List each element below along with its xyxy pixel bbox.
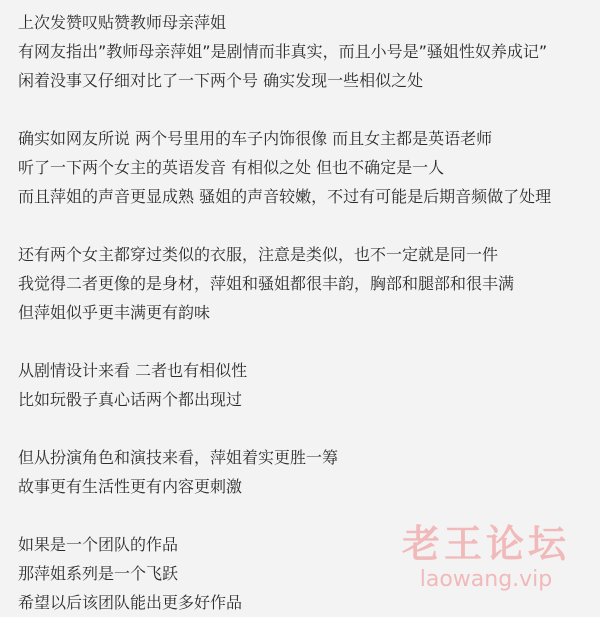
post-line: 比如玩骰子真心话两个都出现过 [18, 390, 243, 409]
post-body [18, 8, 588, 617]
paragraph-gap [18, 327, 588, 356]
post-line: 但从扮演角色和演技来看，萍姐着实更胜一筹 [18, 448, 339, 467]
paragraph-gap [18, 414, 588, 443]
post-line: 如果是一个团队的作品 [18, 535, 179, 554]
post-line: 故事更有生活性更有内容更刺激 [18, 477, 243, 496]
post-line: 但萍姐似乎更丰满更有韵味 [18, 303, 211, 322]
post-line: 闲着没事又仔细对比了一下两个号 确实发现一些相似之处 [18, 71, 424, 90]
paragraph-gap [18, 95, 588, 124]
paragraph-gap [18, 501, 588, 530]
post-line: 那萍姐系列是一个飞跃 [18, 564, 179, 583]
post-line: 我觉得二者更像的是身材，萍姐和骚姐都很丰韵，胸部和腿部和很丰满 [18, 274, 515, 293]
watermark-url: laowang.vip [419, 567, 553, 592]
post-line: 有网友指出”教师母亲萍姐”是剧情而非真实，而且小号是”骚姐性奴养成记” [18, 42, 548, 61]
post-line: 还有两个女主都穿过类似的衣服，注意是类似，也不一定就是同一件 [18, 245, 499, 264]
watermark-title: 老王论坛 [401, 522, 570, 566]
paragraph-gap [18, 211, 588, 240]
post-line: 听了一下两个女主的英语发音 有相似之处 但也不确定是一人 [18, 158, 445, 177]
post-line: 而且萍姐的声音更显成熟 骚姐的声音较嫩，不过有可能是后期音频做了处理 [18, 187, 552, 206]
post-line: 希望以后该团队能出更多好作品 [18, 593, 243, 612]
post-line: 确实如网友所说 两个号里用的车子内饰很像 而且女主都是英语老师 [18, 129, 493, 148]
post-line: 从剧情设计来看 二者也有相似性 [18, 361, 248, 380]
post-line: 上次发赞叹贴赞教师母亲萍姐 [18, 13, 227, 32]
